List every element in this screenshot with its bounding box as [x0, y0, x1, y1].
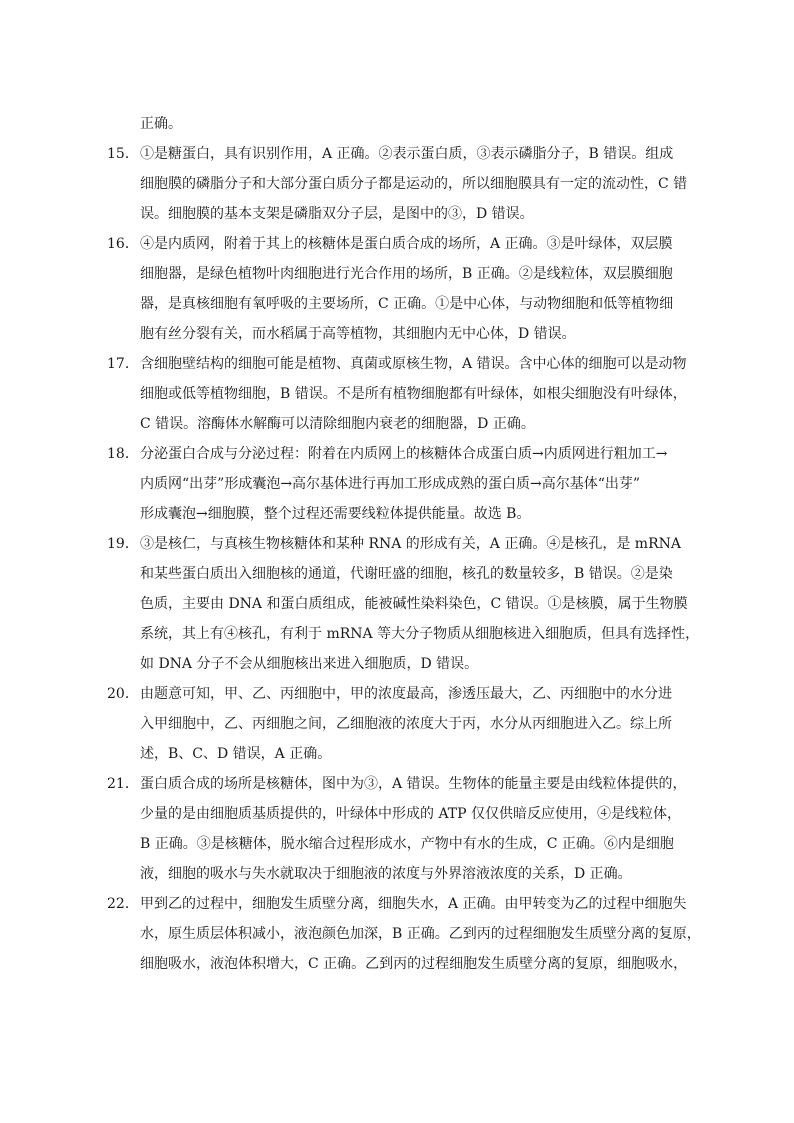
text-line: 蛋白质合成的场所是核糖体，图中为③，A 错误。生物体的能量主要是由线粒体提供的， — [140, 776, 687, 792]
item-text — [140, 349, 687, 439]
item-number: 21． — [107, 776, 139, 792]
text-line: 细胞膜的磷脂分子和大部分蛋白质分子都是运动的，所以细胞膜具有一定的流动性，C 错 — [140, 176, 688, 192]
item-text — [140, 439, 687, 529]
text-line: 胞有丝分裂有关，而水稻属于高等植物，其细胞内无中心体，D 错误。 — [140, 326, 576, 342]
text-line: B 正确。③是核糖体，脱水缩合过程形成水，产物中有水的生成，C 正确。⑥内是细胞 — [140, 836, 674, 852]
text-line: ③是核仁，与真核生物核糖体和某种 RNA 的形成有关，A 正确。④是核孔，是 mRNA — [140, 536, 681, 552]
text-line: ④是内质网，附着于其上的核糖体是蛋白质合成的场所，A 正确。③是叶绿体，双层膜 — [140, 236, 673, 252]
text-line: 误。细胞膜的基本支架是磷脂双分子层，是图中的③，D 错误。 — [140, 206, 534, 222]
text-line: 系统，其上有④核孔，有利于 mRNA 等大分子物质从细胞核进入细胞质，但具有选择性， — [140, 626, 700, 642]
item-number: 22． — [107, 896, 139, 912]
text-line: 形成囊泡→细胞膜，整个过程还需要线粒体提供能量。故选 B。 — [140, 506, 531, 522]
item-number: 19． — [107, 536, 139, 552]
item-number: 17． — [107, 356, 139, 372]
item-text — [140, 679, 687, 769]
answer-item-17 — [107, 349, 687, 439]
text-line: 色质，主要由 DNA 和蛋白质组成，能被碱性染料染色，C 错误。①是核膜，属于生物膜 — [140, 596, 688, 612]
text-line: 如 DNA 分子不会从细胞核出来进入细胞质，D 错误。 — [140, 656, 479, 672]
text-line: 水，原生质层体积减小，液泡颜色加深，B 正确。乙到丙的过程细胞发生质壁分离的复原， — [140, 926, 701, 942]
answer-item-22 — [107, 889, 701, 979]
text-line: 由题意可知，甲、乙、丙细胞中，甲的浓度最高，渗透压最大，乙、丙细胞中的水分进 — [140, 686, 672, 702]
answer-item-16 — [107, 229, 687, 349]
text-line: 内质网“出芽”形成囊泡→高尔基体进行再加工形成成熟的蛋白质→高尔基体“出芽” — [140, 476, 641, 492]
text-line: 甲到乙的过程中，细胞发生质壁分离，细胞失水，A 正确。由甲转变为乙的过程中细胞失 — [140, 896, 687, 912]
answer-explanations — [107, 109, 701, 979]
text-line: 细胞或低等植物细胞，B 错误。不是所有植物细胞都有叶绿体，如根尖细胞没有叶绿体， — [140, 386, 687, 402]
item-number: 20． — [107, 686, 139, 702]
item-text — [140, 769, 687, 889]
text-line: 少量的是由细胞质基质提供的，叶绿体中形成的 ATP 仅仅供暗反应使用，④是线粒体， — [140, 806, 682, 822]
text-line: 液，细胞的吸水与失水就取决于细胞液的浓度与外界溶液浓度的关系，D 正确。 — [140, 866, 632, 882]
text-line: ①是糖蛋白，具有识别作用，A 正确。②表示蛋白质，③表示磷脂分子，B 错误。组成 — [140, 146, 674, 162]
answer-item-18 — [107, 439, 687, 529]
answer-item-15 — [107, 139, 687, 229]
item-text — [140, 529, 699, 679]
text-line: 器，是真核细胞有氧呼吸的主要场所，C 正确。①是中心体，与动物细胞和低等植物细 — [140, 296, 674, 312]
text-line: 和某些蛋白质出入细胞核的通道，代谢旺盛的细胞，核孔的数量较多，B 错误。②是染 — [140, 566, 673, 582]
item-number: 16． — [107, 236, 139, 252]
item-text — [140, 889, 701, 979]
item-text — [140, 139, 687, 229]
text-line: 细胞器，是绿色植物叶肉细胞进行光合作用的场所，B 正确。②是线粒体，双层膜细胞 — [140, 266, 673, 282]
continued-text-line: 正确。 — [140, 116, 182, 132]
item-number: 15． — [107, 146, 139, 162]
text-line: 含细胞壁结构的细胞可能是植物、真菌或原核生物，A 错误。含中心体的细胞可以是动物 — [140, 356, 687, 372]
answer-item-19 — [107, 529, 700, 679]
item-text — [140, 229, 687, 349]
answer-item-21 — [107, 769, 687, 889]
text-line: 细胞吸水，液泡体积增大，C 正确。乙到丙的过程细胞发生质壁分离的复原，细胞吸水， — [140, 956, 688, 972]
text-line: 述，B、C、D 错误，A 正确。 — [140, 746, 332, 762]
text-line: 入甲细胞中，乙、丙细胞之间，乙细胞液的浓度大于丙，水分从丙细胞进入乙。综上所 — [140, 716, 672, 732]
text-line: 分泌蛋白合成与分泌过程：附着在内质网上的核糖体合成蛋白质→内质网进行粗加工→ — [140, 446, 668, 462]
item-number: 18． — [107, 446, 139, 462]
answer-item-20 — [107, 679, 687, 769]
text-line: C 错误。溶酶体水解酶可以清除细胞内衰老的细胞器，D 正确。 — [140, 416, 535, 432]
